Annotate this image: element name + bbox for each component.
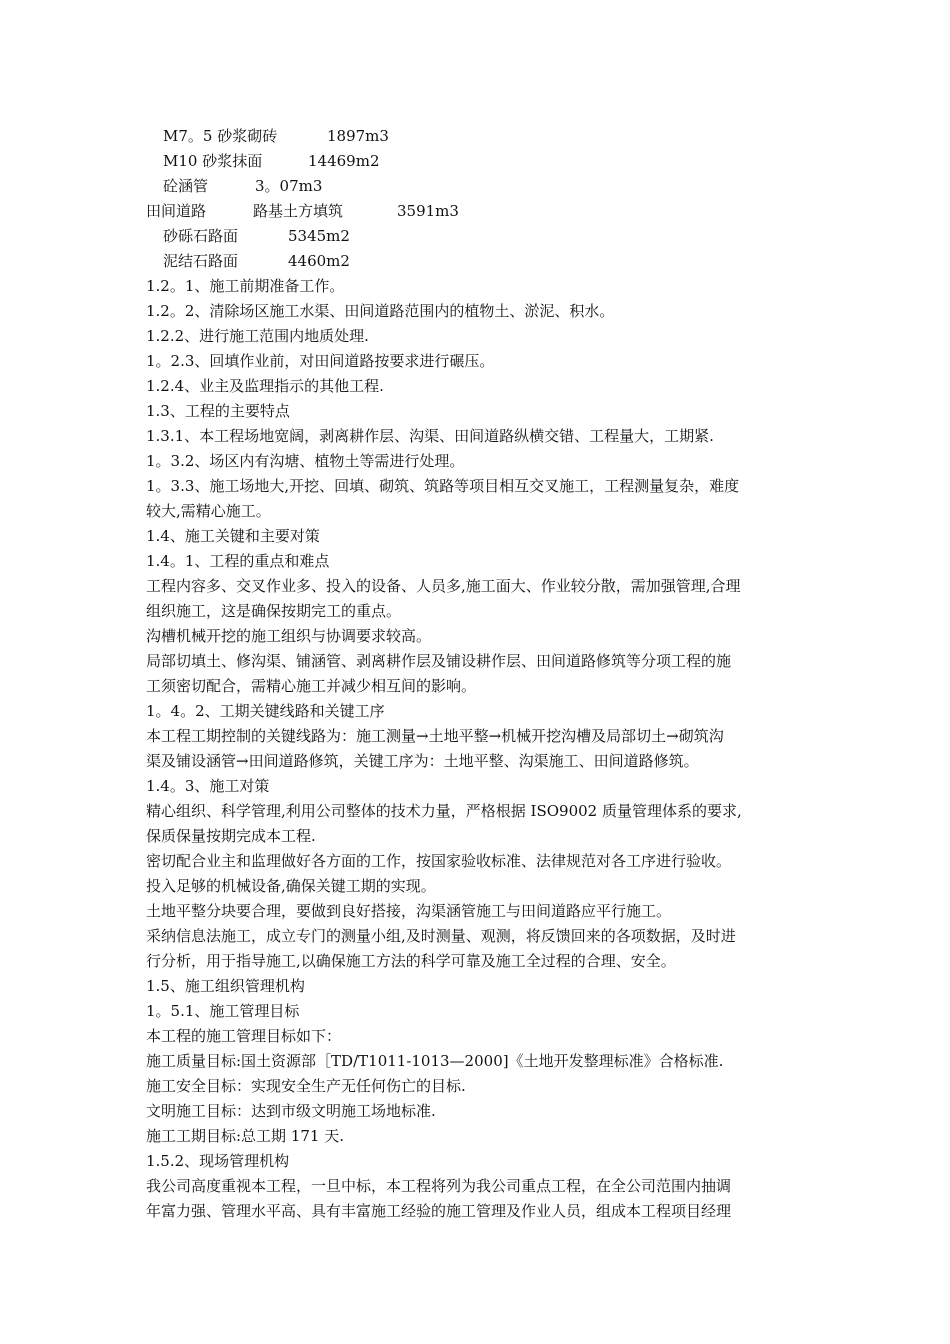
text-line: 本工程的施工管理目标如下： xyxy=(146,1027,342,1045)
text-line: 1.4。3、施工对策 xyxy=(146,777,270,795)
text-line: 本工程工期控制的关键线路为：施工测量→土地平整→机械开挖沟槽及局部切土→砌筑沟 xyxy=(146,727,724,745)
text-line: 文明施工目标：达到市级文明施工场地标准. xyxy=(146,1102,436,1120)
text-line: 1.2.4、业主及监理指示的其他工程. xyxy=(146,377,384,395)
text-line: 采纳信息法施工，成立专门的测量小组,及时测量、观测，将反馈回来的各项数据，及时进 xyxy=(146,927,736,945)
text-line: 1。5.1、施工管理目标 xyxy=(146,1002,300,1020)
quantity-name: 泥结石路面 xyxy=(163,252,239,270)
quantity-name: M10 砂浆抹面 xyxy=(163,152,263,170)
text-line: 渠及铺设涵管→田间道路修筑，关键工序为：土地平整、沟渠施工、田间道路修筑。 xyxy=(146,752,699,770)
quantity-row xyxy=(146,199,806,223)
text-line: 1.5.2、现场管理机构 xyxy=(146,1152,290,1170)
quantity-name: 砼涵管 xyxy=(163,177,209,195)
text-line: 1.2.2、进行施工范围内地质处理. xyxy=(146,327,369,345)
quantity-value: 1897m3 xyxy=(327,127,389,145)
text-line: 局部切填土、修沟渠、铺涵管、剥离耕作层及铺设耕作层、田间道路修筑等分项工程的施 xyxy=(146,652,732,670)
quantity-row xyxy=(163,249,823,273)
text-line: 1。2.3、回填作业前，对田间道路按要求进行碾压。 xyxy=(146,352,495,370)
quantity-row xyxy=(163,124,823,148)
text-line: 投入足够的机械设备,确保关键工期的实现。 xyxy=(146,877,436,895)
quantity-row xyxy=(163,149,823,173)
text-line: 保质保量按期完成本工程. xyxy=(146,827,316,845)
text-line: 精心组织、科学管理,利用公司整体的技术力量，严格根据 ISO9002 质量管理体系的要求, xyxy=(146,802,742,820)
text-line: 1.4。1、工程的重点和难点 xyxy=(146,552,330,570)
section-heading: 1.4、施工关键和主要对策 xyxy=(146,527,320,545)
text-line: 1。3.2、场区内有沟塘、植物土等需进行处理。 xyxy=(146,452,465,470)
quantity-name: M7。5 砂浆砌砖 xyxy=(163,127,278,145)
text-line: 1.2。2、清除场区施工水渠、田间道路范围内的植物土、淤泥、积水。 xyxy=(146,302,615,320)
quantity-value: 3。07m3 xyxy=(255,177,323,195)
quantity-row xyxy=(163,224,823,248)
text-line: 沟槽机械开挖的施工组织与协调要求较高。 xyxy=(146,627,432,645)
section-heading: 1.5、施工组织管理机构 xyxy=(146,977,305,995)
quantity-value: 4460m2 xyxy=(288,252,350,270)
text-line: 工程内容多、交叉作业多、投入的设备、人员多,施工面大、作业较分散，需加强管理,合理 xyxy=(146,577,741,595)
text-line: 我公司高度重视本工程，一旦中标，本工程将列为我公司重点工程，在全公司范围内抽调 xyxy=(146,1177,732,1195)
text-line: 1。3.3、施工场地大,开挖、回填、砌筑、筑路等项目相互交叉施工，工程测量复杂，难度 xyxy=(146,477,740,495)
text-line: 1.2。1、施工前期准备工作。 xyxy=(146,277,345,295)
text-line: 行分析，用于指导施工,以确保施工方法的科学可靠及施工全过程的合理、安全。 xyxy=(146,952,676,970)
text-line: 较大,需精心施工。 xyxy=(146,502,271,520)
text-line: 组织施工，这是确保按期完工的重点。 xyxy=(146,602,402,620)
text-line: 年富力强、管理水平高、具有丰富施工经验的施工管理及作业人员，组成本工程项目经理 xyxy=(146,1202,732,1220)
quantity-value: 3591m3 xyxy=(397,202,459,220)
text-line: 施工质量目标:国土资源部［TD/T1011-1013—2000]《土地开发整理标准》合格标准. xyxy=(146,1052,724,1070)
quantity-name: 砂砾石路面 xyxy=(163,227,239,245)
text-line: 1.3.1、本工程场地宽阔，剥离耕作层、沟渠、田间道路纵横交错、工程量大，工期紧. xyxy=(146,427,714,445)
quantity-group: 田间道路 xyxy=(146,202,207,220)
quantity-row xyxy=(163,174,823,198)
text-line: 1。4。2、工期关键线路和关键工序 xyxy=(146,702,385,720)
text-line: 工须密切配合，需精心施工并减少相互间的影响。 xyxy=(146,677,477,695)
section-heading: 1.3、工程的主要特点 xyxy=(146,402,290,420)
text-line: 施工工期目标:总工期 171 天. xyxy=(146,1127,344,1145)
text-line: 密切配合业主和监理做好各方面的工作，按国家验收标准、法律规范对各工序进行验收。 xyxy=(146,852,732,870)
text-line: 土地平整分块要合理，要做到良好搭接，沟渠涵管施工与田间道路应平行施工。 xyxy=(146,902,672,920)
text-line: 施工安全目标：实现安全生产无任何伤亡的目标. xyxy=(146,1077,466,1095)
quantity-name: 路基土方填筑 xyxy=(253,202,344,220)
quantity-value: 14469m2 xyxy=(308,152,380,170)
quantity-value: 5345m2 xyxy=(288,227,350,245)
